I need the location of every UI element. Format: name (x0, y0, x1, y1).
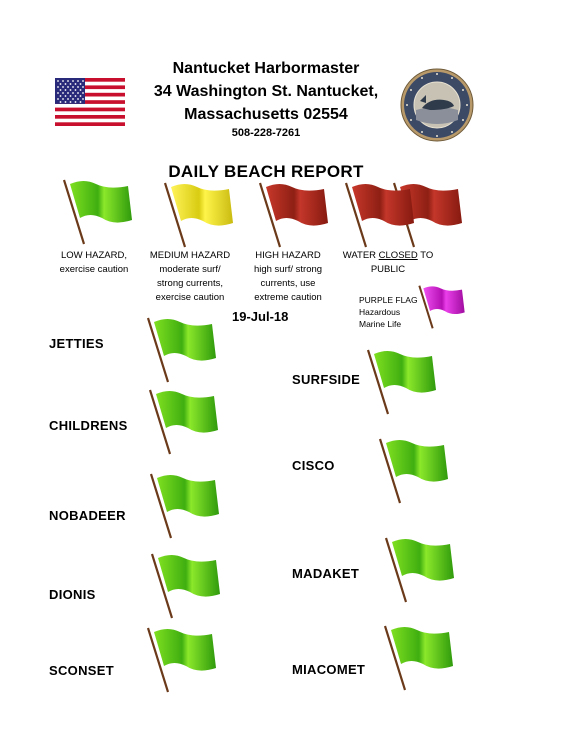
legend-low-title: LOW HAZARD, (61, 250, 127, 261)
legend-low-desc: exercise caution (59, 264, 129, 275)
beach-name-miacomet: MIACOMET (292, 662, 366, 677)
yellow-flag-icon (163, 181, 237, 249)
beach-name-cisco: CISCO (292, 458, 335, 473)
legend-medium-title: MEDIUM HAZARD (149, 250, 231, 261)
purple-flag-icon (418, 282, 466, 332)
beach-name-jetties: JETTIES (49, 336, 104, 351)
red-flag-icon-1 (344, 181, 418, 249)
legend-purple-desc-1: Hazardous (359, 307, 401, 317)
legend-medium-desc-2: strong currents, (157, 278, 223, 289)
red-flag-icon (258, 181, 332, 249)
legend-high-desc-3: extreme caution (254, 292, 322, 303)
header-city-state: Massachusetts 02554 (184, 106, 348, 123)
beach-name-madaket: MADAKET (292, 566, 360, 581)
legend-closed-word3: TO (417, 250, 434, 261)
beach-flag-madaket-icon (384, 536, 456, 604)
beach-flag-childrens-icon (148, 388, 220, 456)
beach-name-surfside: SURFSIDE (292, 372, 361, 387)
beach-flag-surfside-icon (366, 348, 438, 416)
legend-high-desc-2: currents, use (260, 278, 316, 289)
beach-name-nobadeer: NOBADEER (49, 508, 126, 523)
legend-purple-desc-2: Marine Life (359, 319, 402, 329)
beach-flag-dionis-icon (150, 552, 222, 620)
header-street: 34 Washington St. Nantucket, (153, 83, 379, 100)
legend-high-title: HIGH HAZARD (255, 250, 321, 261)
beach-flag-miacomet-icon (383, 624, 455, 692)
legend-medium-desc-1: moderate surf/ (159, 264, 221, 275)
header-org-name: Nantucket Harbormaster (172, 60, 360, 77)
legend-high-desc-1: high surf/ strong (253, 264, 323, 275)
legend-purple (359, 294, 418, 330)
beach-name-dionis: DIONIS (49, 587, 96, 602)
report-title: DAILY BEACH REPORT (168, 162, 364, 181)
us-flag-icon (55, 78, 125, 126)
header-phone: 508-228-7261 (231, 127, 301, 139)
beach-flag-cisco-icon (378, 437, 450, 505)
legend-high (240, 249, 336, 305)
beach-name-sconset: SCONSET (49, 663, 114, 678)
legend-closed (332, 249, 444, 277)
legend-closed-title (332, 249, 444, 263)
legend-closed-word1: WATER (342, 250, 379, 261)
beach-name-childrens: CHILDRENS (49, 418, 128, 433)
legend-closed-word2: CLOSED (378, 250, 418, 261)
legend-purple-title: PURPLE FLAG (359, 295, 418, 305)
legend-medium (142, 249, 238, 305)
town-seal-icon (400, 68, 474, 142)
beach-flag-nobadeer-icon (149, 472, 221, 540)
green-flag-icon (62, 178, 134, 246)
report-date: 19-Jul-18 (232, 309, 289, 324)
beach-flag-jetties-icon (146, 316, 218, 384)
legend-closed-desc: PUBLIC (370, 264, 406, 275)
legend-low (48, 249, 140, 277)
legend-medium-desc-3: exercise caution (155, 292, 225, 303)
beach-flag-sconset-icon (146, 626, 218, 694)
